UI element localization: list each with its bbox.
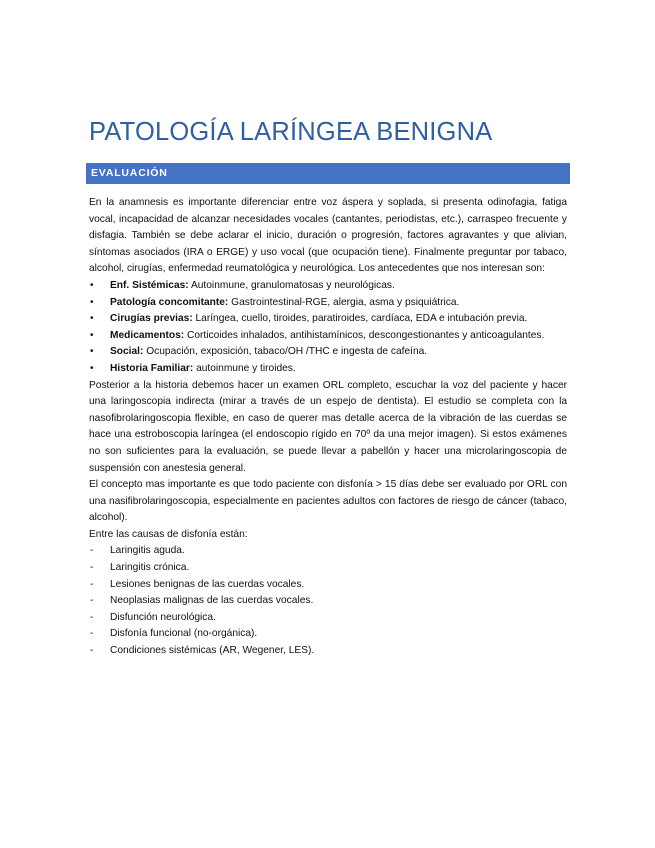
causes-list	[89, 543, 567, 659]
item-text: Autoinmune, granulomatosas y neurológicas.	[188, 279, 395, 291]
list-item	[89, 344, 567, 361]
item-text: Gastrointestinal-RGE, alergia, asma y psiquiátrica.	[228, 296, 460, 308]
dash-icon: -	[90, 595, 94, 607]
antecedentes-list	[89, 278, 567, 378]
item-label: Cirugías previas:	[110, 313, 193, 325]
list-item	[89, 361, 567, 378]
list-item	[89, 328, 567, 345]
dash-icon: -	[90, 562, 94, 574]
dash-icon: -	[90, 545, 94, 557]
document-body	[89, 195, 567, 660]
key-concept-paragraph: El concepto mas importante es que todo paciente con disfonía > 15 días debe ser evaluado por ORL con una nasifibrolaringoscopia, especialmente en pacientes adultos con factores de riesgo de cáncer (tabaco, alcohol).	[89, 479, 567, 524]
item-text: Laringitis aguda.	[110, 545, 185, 557]
item-text: Condiciones sistémicas (AR, Wegener, LES).	[110, 645, 315, 657]
item-text: Disfonía funcional (no-orgánica).	[110, 628, 258, 640]
section-header-label: EVALUACIÓN	[91, 167, 168, 179]
item-label: Enf. Sistémicas:	[110, 279, 189, 291]
list-item	[89, 626, 567, 643]
intro-paragraph: En la anamnesis es importante diferenciar entre voz áspera y soplada, si presenta odinofagia, fatiga vocal, incapacidad de alcanzar necesidades vocales (cantantes, periodistas, etc.), carraspeo frecuente y disfagia. También se debe aclarar el inicio, duración o progresión, factores agravantes y que alivian, síntomas asociados (IRA o ERGE) y uso vocal (que ocupación tiene). Finalmente preguntar por tabaco, alcohol, cirugías, enfermedad reumatológica y neurológica. Los antecedentes que nos interesan son:	[89, 197, 567, 275]
dash-icon: -	[90, 628, 94, 640]
bullet-icon: •	[90, 346, 94, 358]
list-item	[89, 278, 567, 295]
item-text: Corticoides inhalados, antihistamínicos, descongestionantes y anticoagulantes.	[184, 329, 545, 341]
item-text: Laringitis crónica.	[110, 562, 190, 574]
item-text: Lesiones benignas de las cuerdas vocales.	[110, 578, 305, 590]
list-item	[89, 560, 567, 577]
item-label: Patología concomitante:	[110, 296, 229, 308]
dash-icon: -	[90, 645, 94, 657]
list-item	[89, 593, 567, 610]
list-item	[89, 577, 567, 594]
list-item	[89, 610, 567, 627]
bullet-icon: •	[90, 279, 94, 291]
dash-icon: -	[90, 578, 94, 590]
bullet-icon: •	[90, 296, 94, 308]
item-text: Ocupación, exposición, tabaco/OH /THC e ingesta de cafeína.	[143, 346, 428, 358]
causes-intro: Entre las causas de disfonía están:	[89, 528, 248, 540]
exam-paragraph: Posterior a la historia debemos hacer un examen ORL completo, escuchar la voz del paciente y hacer una laringoscopia indirecta (mirar a través de un espejo de dentista). El estudio se completa con la nasofibrolaringoscopia flexible, en caso de querer mas detalle acerca de la vibración de las cuerdas se hace una estroboscopia laríngea (el endoscopio rígido en 70º da una mejor imagen). Si estos exámenes no son suficientes para la evaluación, se puede llevar a pabellón y hacer una microlaringoscopia de suspensión con anestesia general.	[89, 379, 567, 474]
item-label: Medicamentos:	[110, 329, 185, 341]
section-header-bar	[86, 163, 570, 184]
bullet-icon: •	[90, 362, 94, 374]
list-item	[89, 295, 567, 312]
item-text: autoinmune y tiroides.	[193, 362, 296, 374]
item-text: Laríngea, cuello, tiroides, paratiroides, cardíaca, EDA e intubación previa.	[192, 313, 528, 325]
item-label: Social:	[110, 346, 144, 358]
item-text: Neoplasias malignas de las cuerdas vocales.	[110, 595, 314, 607]
item-text: Disfunción neurológica.	[110, 611, 216, 623]
bullet-icon: •	[90, 313, 94, 325]
dash-icon: -	[90, 611, 94, 623]
list-item	[89, 643, 567, 660]
list-item	[89, 543, 567, 560]
page-title: PATOLOGÍA LARÍNGEA BENIGNA	[89, 118, 493, 146]
bullet-icon: •	[90, 329, 94, 341]
list-item	[89, 311, 567, 328]
item-label: Historia Familiar:	[110, 362, 194, 374]
